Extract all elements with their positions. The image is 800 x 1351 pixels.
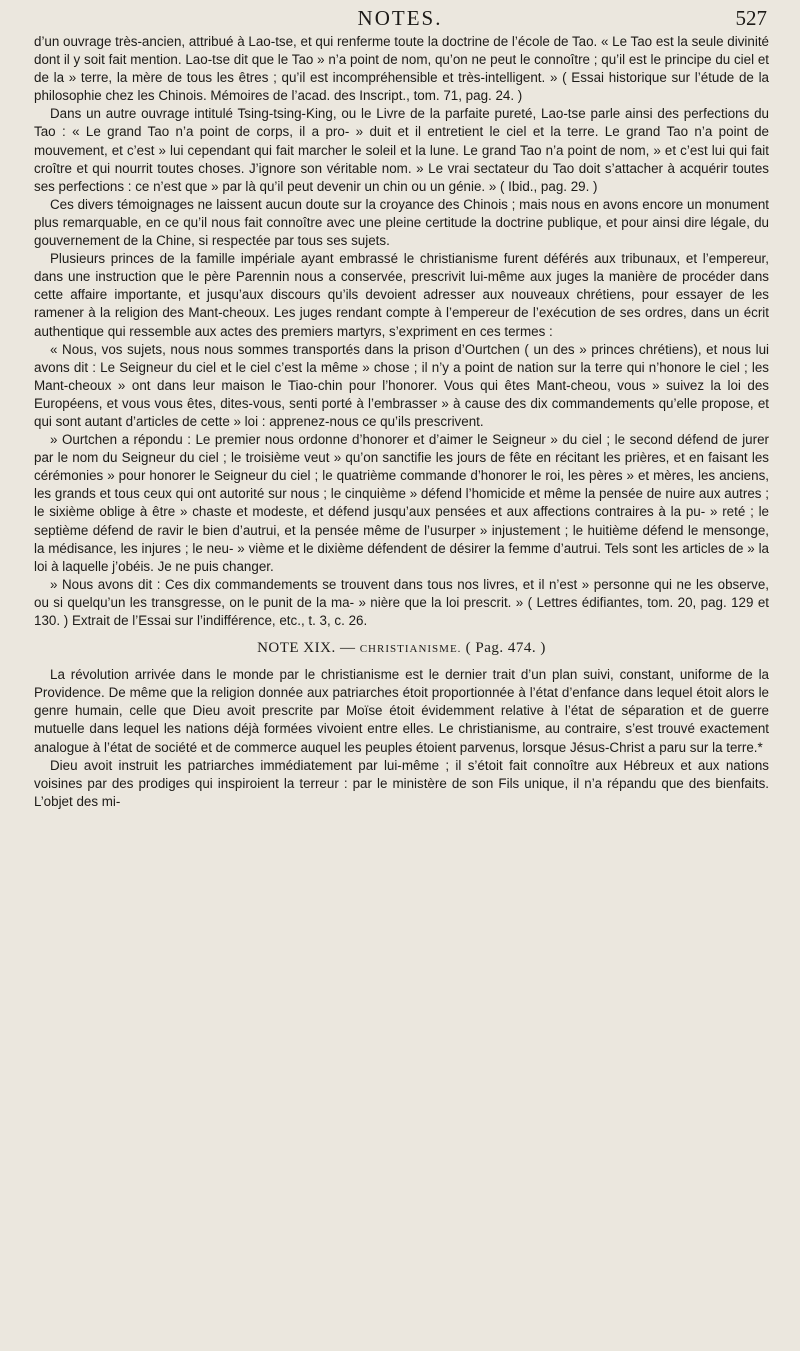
page-body — [34, 33, 769, 811]
paragraph: Dans un autre ouvrage intitulé Tsing-tsing-King, ou le Livre de la parfaite pureté, Lao-tse parle ainsi des perfections du Tao : « Le grand Tao n’a point de corps, il a pro- » duit et il entretient le ciel et la terre. Le grand Tao n’a point de mouvement, et c’est » lui cependant qui fait marcher le soleil et la lune. Le grand Tao n’a point de nom, » et c’est lui qui fait croître et qui nourrit toutes choses. J’ignore son véritable nom. » Le vrai sectateur du Tao doit s’attacher à acquérir toutes ses perfections : ce n’est que » par là qu’il peut devenir un chin ou un génie. » ( Ibid., pag. 29. ) — [34, 106, 769, 194]
running-header — [0, 6, 800, 36]
quotation-paragraph: » Nous avons dit : Ces dix commandements se trouvent dans tous nos livres, et il n’est » personne qui ne les observe, ou si quelqu’un les transgresse, on le punit de la ma- » nière que la loi prescrit. » ( Lettres édifiantes, tom. 20, pag. 129 et 130. ) Extrait de l’Essai sur l’indifférence, etc., t. 3, c. 26. — [34, 576, 769, 628]
paragraph: d’un ouvrage très-ancien, attribué à Lao-tse, et qui renferme toute la doctrine de l’école de Tao. « Le Tao est la seule divinité dont il y soit fait mention. Lao-tse dit que le Tao » n’a point de nom, qu’on ne peut le connoître ; qu’il est le principe du ciel et de la » terre, la mère de tous les êtres ; qu’il est incompréhensible et très-intelligent. » ( Essai historique sur l’étude de la philosophie chez les Chinois. Mémoires de l’acad. des Inscript., tom. 71, pag. 24. ) — [34, 34, 769, 104]
note-label: NOTE XIX. — — [257, 640, 356, 657]
quotation-paragraph: « Nous, vos sujets, nous nous sommes transportés dans la prison d’Ourtchen ( un des » princes chrétiens), et nous lui avons dit : Le Seigneur du ciel et le ciel c’est la même » chose ; il n’y a point de nation sur la terre qui n’honore le ciel ; les Mant-cheoux » ont dans leur maison le Tiao-chin pour l’honorer. Vous qui êtes Mant-cheou, vous » suivez la loi des Européens, et vous vous êtes, dites-vous, senti porté à l’embrasser » à cause des dix commandements qu’elle propose, et qui sont autant d’articles de cette » loi : apprenez-nous ce qu’ils prescrivent. — [34, 341, 769, 429]
running-title: NOTES. — [357, 6, 443, 30]
note-heading — [34, 639, 769, 658]
note-page-ref: ( Pag. 474. ) — [465, 640, 546, 657]
page-number: 527 — [735, 6, 767, 30]
paragraph: Plusieurs princes de la famille impériale ayant embrassé le christianisme furent déférés aux tribunaux, et l’empereur, dans une instruction que le père Parennin nous a conservée, prescrivit lui-même aux juges la manière de procéder dans cette affaire importante, et jusqu’aux discours qu’ils devoient adresser aux nouveaux chrétiens, pour essayer de les ramener à la religion des Mant-cheoux. Les juges rendant compte à l’empereur de l’exécution de ses ordres, dans un écrit authentique qui ressemble aux actes des premiers martyrs, s’expriment en ces termes : — [34, 251, 769, 339]
paragraph: Ces divers témoignages ne laissent aucun doute sur la croyance des Chinois ; mais nous en avons encore un monument plus remarquable, en ce qu’il nous fait connoître avec une pleine certitude la doctrine publique, et pour ainsi dire légale, du gouvernement de la Chine, si respectée par tous ses sujets. — [34, 196, 769, 249]
paragraph: La révolution arrivée dans le monde par le christianisme est le dernier trait d’un plan suivi, constant, uniforme de la Providence. De même que la religion donnée aux patriarches étoit proportionnée à l’état d’enfance dans lequel étoit alors le genre humain, celle que Dieu avoit prescrite par Moïse étoit évidemment relative à l’état de séparation et de guerre mutuelle dans lequel les nations déjà formées vivoient entre elles. Le christianisme, au contraire, s’est trouvé exactement analogue à l’état de société et de commerce auquel les peuples étoient parvenus, lorsque Jésus-Christ a paru sur la terre.* — [34, 667, 769, 755]
note-subject: CHRISTIANISME. — [359, 643, 462, 656]
paragraph: Dieu avoit instruit les patriarches immédiatement par lui-même ; il s’étoit fait connoître aux Hébreux et aux nations voisines par des prodiges qui inspiroient la terreur : par le ministère de son Fils unique, il n’a répandu que des bienfaits. L’objet des mi- — [34, 757, 769, 809]
quotation-paragraph: » Ourtchen a répondu : Le premier nous ordonne d’honorer et d’aimer le Seigneur » du ciel ; le second défend de jurer par le nom du Seigneur du ciel ; le troisième veut » qu’on sanctifie les jours de fête en récitant les prières, et en faisant les cérémonies » pour honorer le Seigneur du ciel ; le quatrième commande d’honorer le roi, les pères » et mères, les anciens, les grands et tous ceux qui ont autorité sur nous ; le cinquième » défend l’homicide et même la pensée de nuire aux autres ; le sixième oblige à être » chaste et modeste, et défend jusqu’aux pensées et aux affections contraires à la pu- » reté ; le septième défend de ravir le bien d’autrui, et la pensée même de l’usurper » injustement ; le huitième défend le mensonge, la médisance, les injures ; le neu- » vième et le dixième défendent de désirer la femme d’autrui. Tels sont les articles de » la loi à laquelle j’obéis. Je ne puis changer. — [34, 432, 769, 574]
